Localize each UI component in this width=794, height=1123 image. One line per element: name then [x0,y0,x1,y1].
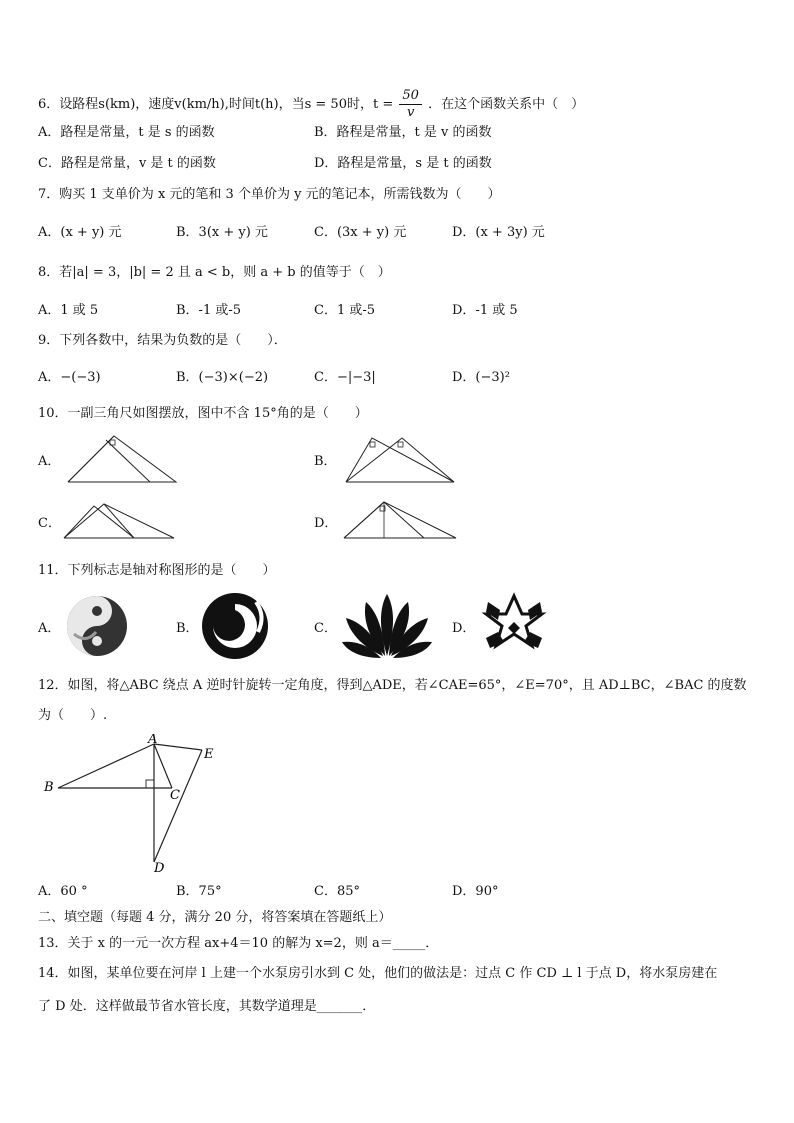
q6-stem-b: ．在这个函数关系中（ ） [428,97,585,112]
q9-option-d: D．(−3)² [452,370,510,385]
q6-stem [38,88,584,121]
q9-option-b: B．(−3)×(−2) [176,370,269,385]
q14-line2: 了 D 处．这样做最节省水管长度，其数学道理是_______． [38,999,376,1014]
q7-option-b: B．3(x + y) 元 [176,225,268,240]
q8-option-d: D．-1 或 5 [452,303,518,318]
q8-stem: 8．若|a| = 3，|b| = 2 且 a < b，则 a + b 的值等于（ ） [38,265,391,280]
q9-stem: 9．下列各数中，结果为负数的是（ ）． [38,333,287,348]
q12-option-d: D．90° [452,884,499,899]
q11-option-b: B． [176,621,199,636]
q10-option-d: D． [314,516,338,531]
q12-label-b: B [44,780,54,795]
q12-label-e: E [204,747,214,762]
q11-option-a: A． [38,621,61,636]
q12-option-b: B．75° [176,884,222,899]
q9-option-c: C．−|−3| [314,370,376,385]
q8-option-b: B．-1 或-5 [176,303,242,318]
q10-stem: 10．一副三角尺如图摆放，图中不含 15°角的是（ ） [38,406,368,421]
q7-stem: 7．购买 1 支单价为 x 元的笔和 3 个单价为 y 元的笔记本，所需钱数为（ ） [38,187,501,202]
q6-option-c: C．路程是常量，v 是 t 的函数 [38,156,216,171]
q6-frac-num: 50 [399,88,422,105]
q12-figure [40,734,240,876]
q7-option-c: C．(3x + y) 元 [314,225,407,240]
q12-label-a: A [148,734,158,747]
q6-option-b: B．路程是常量，t 是 v 的函数 [314,125,492,140]
q10-figure-c [60,500,180,542]
q10-figure-a [62,432,182,488]
q11-logo-c [340,592,434,660]
q13-stem: 13．关于 x 的一元一次方程 ax+4＝10 的解为 x=2，则 a＝_____． [38,936,439,951]
q12-option-a: A．60 ° [38,884,88,899]
q8-option-a: A．1 或 5 [38,303,99,318]
q12-stem-line1: 12．如图，将△ABC 绕点 A 逆时针旋转一定角度，得到△ADE，若∠CAE=65°，∠E=70°，且 AD⊥BC，∠BAC 的度数 [38,678,747,693]
q11-stem: 11．下列标志是轴对称图形的是（ ） [38,563,276,578]
q12-option-c: C．85° [314,884,360,899]
q11-option-c: C． [314,621,337,636]
q10-option-b: B． [314,454,337,469]
q11-logo-d [476,592,552,660]
q10-figure-b [340,434,460,488]
q7-option-a: A．(x + y) 元 [38,225,122,240]
q14-line1: 14．如图，某单位要在河岸 l 上建一个水泵房引水到 C 处，他们的做法是：过点 C 作 CD ⊥ l 于点 D，将水泵房建在 [38,966,718,981]
q10-option-a: A． [38,454,61,469]
q6-option-d: D．路程是常量，s 是 t 的函数 [314,156,492,171]
q11-logo-a [62,594,132,658]
section-heading: 二、填空题（每题 4 分，满分 20 分，将答案填在答题纸上） [38,910,392,925]
q6-fraction [399,88,422,121]
q6-stem-a: 6．设路程s(km)，速度v(km/h),时间t(h)，当s = 50时，t = [38,97,394,112]
q12-label-d: D [154,861,165,876]
q6-option-a: A．路程是常量，t 是 s 的函数 [38,125,215,140]
q10-option-c: C． [38,516,61,531]
q7-option-d: D．(x + 3y) 元 [452,225,545,240]
q9-option-a: A．−(−3) [38,370,101,385]
q8-option-c: C．1 或-5 [314,303,376,318]
q6-frac-den: v [406,105,415,120]
q10-figure-d [340,498,460,542]
q12-stem-line2: 为（ ）. [38,708,108,723]
q11-logo-b [198,592,272,660]
q11-option-d: D． [452,621,476,636]
q12-label-c: C [170,788,180,803]
